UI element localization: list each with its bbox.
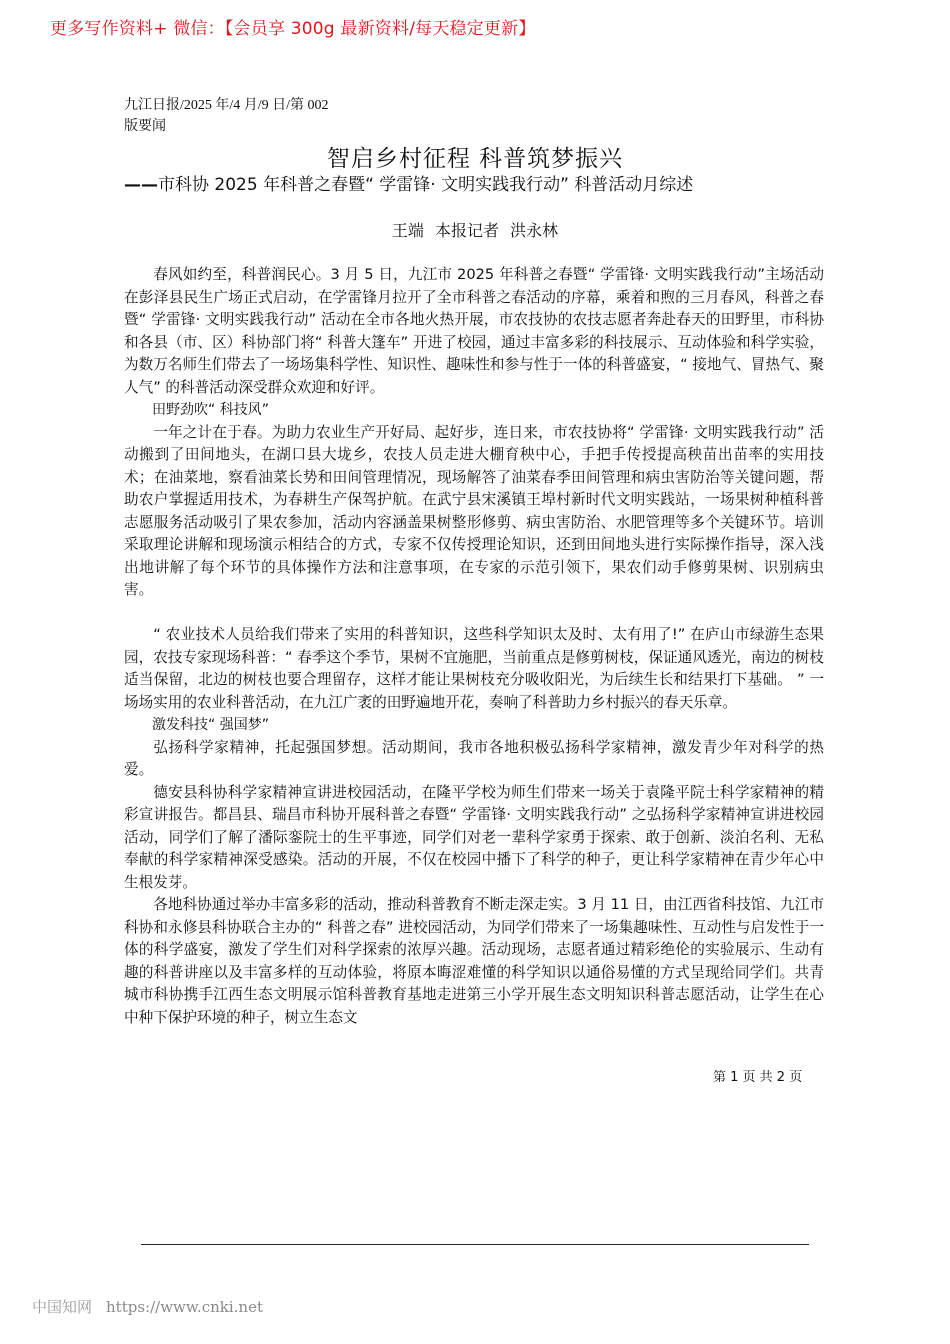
paragraph: 一年之计在于春。为助力农业生产开好局、起好步，连日来，市农技协将“ 学雷锋· 文明实践我行动” 活动搬到了田间地头，在湖口县大垅乡，农技人员走进大棚育秧中心，手把手传授提高秧苗出苗率的实用技术；在油菜地，察看油菜长势和田间管理情况，现场解答了油菜春季田间管理和病虫害防治等关键问题，帮助农户掌握适用技术，为春耕生产保驾护航。在武宁县宋溪镇王埠村新时代文明实践站，一场果树种植科普志愿服务活动吸引了果农参加，活动内容涵盖果树整形修剪、病虫害防治、水肥管理等多个关键环节。培训采取理论讲解和现场演示相结合的方式，专家不仅传授理论知识，还到田间地头进行实际操作指导，深入浅出地讲解了每个环节的具体操作方法和注意事项，在专家的示范引领下，果农们动手修剪果树、识别病虫害。	[124, 423, 824, 598]
cnki-url: https://www.cnki.net	[106, 1298, 263, 1316]
publication-meta	[124, 95, 329, 137]
section-subheading: 激发科技“ 强国梦”	[152, 717, 269, 733]
paragraph: 德安县科协科学家精神宣讲进校园活动，在隆平学校为师生们带来一场关于袁隆平院士科学家精神的精彩宣讲报告。都昌县、瑞昌市科协开展科普之春暨“ 学雷锋· 文明实践我行动” 之弘扬科学家精神宣讲进校园活动，同学们了解了潘际銮院士的生平事迹，同学们对老一辈科学家勇于探索、敢于创新、淡泊名利、无私奉献的科学家精神深受感染。活动的开展，不仅在校园中播下了科学的种子，更让科学家精神在青少年心中生根发芽。	[124, 783, 824, 891]
section-line: 版要闻	[124, 119, 166, 134]
section-subheading: 田野劲吹“ 科技风”	[152, 402, 269, 418]
article-authors: 王端 本报记者 洪永林	[391, 221, 559, 240]
subtitle-text: 市科协 2025 年科普之春暨“ 学雷锋· 文明实践我行动” 科普活动月综述	[158, 175, 694, 195]
cnki-site-name: 中国知网	[32, 1298, 93, 1316]
source-line: 九江日报/2025 年/4 月/9 日/第 002	[124, 98, 329, 113]
paragraph: “ 农业技术人员给我们带来了实用的科普知识，这些科学知识太及时、太有用了!” 在庐山市绿游生态果园，农技专家现场科普：“ 春季这个季节，果树不宜施肥，当前重点是修剪树枝，保证通风透光，南边的树枝适当保留，北边的树枝也要合理留存，这样才能让果树枝充分吸收阳光，为后续生长和结果打下基础。 ” 一场场实用的农业科普活动，在九江广袤的田野遍地开花，奏响了科普助力乡村振兴的春天乐章。	[124, 626, 824, 711]
cnki-watermark	[32, 1296, 263, 1317]
paragraph: 弘扬科学家精神，托起强国梦想。活动期间，我市各地积极弘扬科学家精神，激发青少年对科学的热爱。	[124, 738, 824, 778]
paragraph: 春风如约至，科普润民心。3 月 5 日，九江市 2025 年科普之春暨“ 学雷锋· 文明实践我行动”主场活动在彭泽县民生广场正式启动，在学雷锋月拉开了全市科普之春活动的序幕，乘着和煦的三月春风，科普之春暨“ 学雷锋· 文明实践我行动” 活动在全市各地火热开展，市农技协的农技志愿者奔赴春天的田野里，市科协和各县（市、区）科协部门将“ 科普大篷车” 开进了校园，通过丰富多彩的科技展示、互动体验和科学实验，为数万名师生们带去了一场场集科学性、知识性、趣味性和参与性于一体的科普盛宴，“ 接地气、冒热气、聚人气” 的科普活动深受群众欢迎和好评。	[124, 266, 824, 396]
article-body	[124, 264, 824, 1029]
footer-divider	[141, 1244, 809, 1245]
article-title: 智启乡村征程 科普筑梦振兴	[326, 146, 624, 172]
page-indicator: 第 1 页 共 2 页	[713, 1070, 803, 1085]
paragraph: 各地科协通过举办丰富多彩的活动，推动科普教育不断走深走实。3 月 11 日，由江西省科技馆、九江市科协和永修县科协联合主办的“ 科普之春” 进校园活动，为同学们带来了一场集趣味性、互动性与启发性于一体的科学盛宴，激发了学生们对科学探索的浓厚兴趣。活动现场，志愿者通过精彩绝伦的实验展示、生动有趣的科普讲座以及丰富多样的互动体验，将原本晦涩难懂的科学知识以通俗易懂的方式呈现给同学们。共青城市科协携手江西生态文明展示馆科普教育基地走进第三小学开展生态文明知识科普志愿活动，让学生在心中种下保护环境的种子，树立生态文	[124, 896, 824, 1026]
article-subtitle	[124, 170, 693, 195]
subtitle-dash: ——	[124, 175, 158, 195]
promo-banner: 更多写作资料+ 微信：【会员享 300g 最新资料/每天稳定更新】	[50, 19, 536, 39]
